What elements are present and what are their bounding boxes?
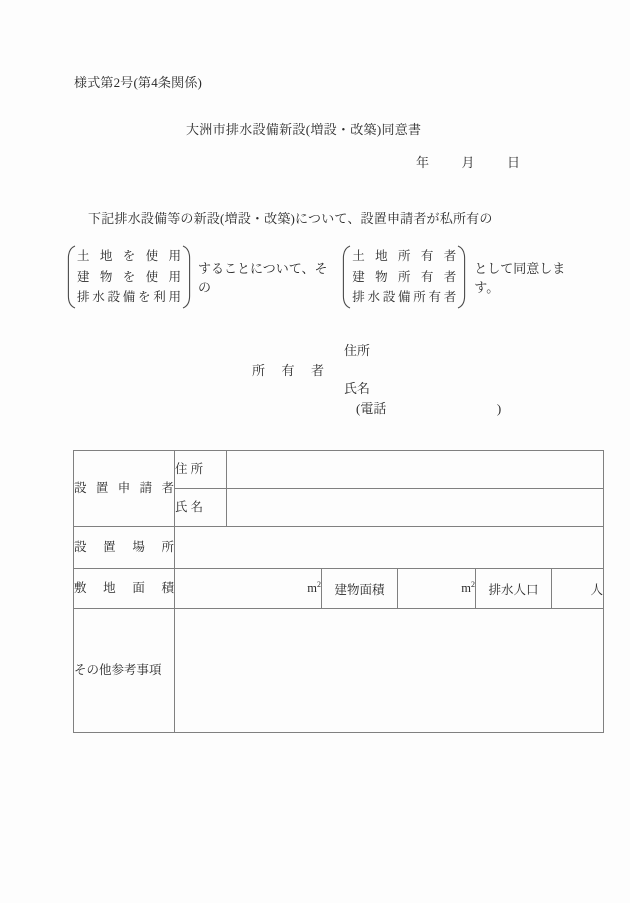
owner-phone-close-label: ) (496, 401, 502, 416)
table-row-install-place (74, 527, 604, 569)
owner-name-label: 氏名 (344, 381, 371, 396)
owner-option-building-label: 建 物 所 有 者 (352, 269, 457, 284)
use-option-land (77, 246, 181, 267)
building-area-unit: m (461, 581, 471, 596)
applicant-address-value-cell[interactable] (227, 451, 604, 489)
date-month-label: 月 (461, 155, 475, 170)
drainage-population-label-cell (476, 569, 552, 609)
site-area-label-cell (74, 569, 175, 609)
owner-option-land-label: 土 地 所 有 者 (352, 249, 457, 264)
owner-option-drainage (352, 287, 456, 308)
use-option-drainage (77, 287, 181, 308)
date-year-label: 年 (416, 155, 430, 170)
other-notes-label-cell (74, 609, 175, 733)
owner-options-list (352, 245, 456, 309)
drainage-population-unit: 人 (590, 582, 604, 597)
use-options-group (66, 245, 192, 309)
site-area-unit-exponent: 2 (317, 580, 321, 590)
other-notes-label: その他参考事項 (74, 663, 162, 677)
owner-block-label (252, 360, 324, 379)
drainage-population-label: 排水人口 (488, 582, 539, 597)
clause-tail-text: として同意します。 (474, 261, 566, 295)
applicant-label: 設 置 申 請 者 (74, 481, 174, 495)
owner-option-drainage-label: 排水設備所有者 (352, 290, 457, 305)
form-number: 様式第2号(第4条関係) (74, 75, 203, 90)
right-brace-open-icon (341, 245, 352, 309)
intro-paragraph: 下記排水設備等の新設(増設・改築)について、設置申請者が私所有の (88, 211, 493, 226)
use-option-building-label: 建 物 を 使 用 (77, 269, 181, 284)
install-place-label: 設 置 場 所 (74, 540, 174, 554)
table-row-other-notes (74, 609, 604, 733)
table-row-applicant-address (74, 451, 604, 489)
building-area-label-cell (322, 569, 398, 609)
owner-options-group (341, 245, 467, 309)
right-brace-close-icon (456, 245, 467, 309)
applicant-name-label: 氏 名 (175, 500, 204, 514)
install-place-value-cell[interactable] (175, 527, 604, 569)
page-title: 大洲市排水設備新設(増設・改築)同意書 (186, 122, 422, 137)
site-area-label: 敷 地 面 積 (74, 581, 174, 595)
left-brace-close-icon (181, 245, 192, 309)
clause-middle-text: することについて、その (198, 261, 328, 295)
use-options-list (77, 245, 181, 309)
use-option-building (77, 267, 181, 288)
use-option-land-label: 土 地 を 使 用 (77, 249, 181, 264)
date-line (416, 152, 520, 171)
applicant-label-cell (74, 451, 175, 527)
table-row-areas (74, 569, 604, 609)
building-area-value-cell[interactable] (398, 569, 476, 609)
applicant-address-label-cell (175, 451, 227, 489)
owner-option-land (352, 246, 456, 267)
application-details-table (73, 450, 604, 733)
owner-block-label-text: 所 有 者 (252, 363, 324, 378)
applicant-address-label: 住 所 (175, 462, 204, 476)
applicant-name-label-cell (175, 489, 227, 527)
install-place-label-cell (74, 527, 175, 569)
building-area-label: 建物面積 (334, 582, 385, 597)
site-area-value-cell[interactable] (175, 569, 322, 609)
left-brace-open-icon (66, 245, 77, 309)
owner-phone-open-label: (電話 (356, 401, 387, 416)
date-day-label: 日 (507, 155, 521, 170)
use-option-drainage-label: 排水設備を利用 (77, 290, 181, 305)
owner-phone-field (356, 398, 501, 417)
other-notes-value-cell[interactable] (175, 609, 604, 733)
consent-clause (66, 245, 586, 309)
building-area-unit-exponent: 2 (471, 580, 475, 590)
drainage-population-value-cell[interactable] (552, 569, 604, 609)
applicant-name-value-cell[interactable] (227, 489, 604, 527)
owner-option-building (352, 267, 456, 288)
owner-address-label: 住所 (344, 343, 371, 358)
site-area-unit: m (307, 581, 317, 596)
